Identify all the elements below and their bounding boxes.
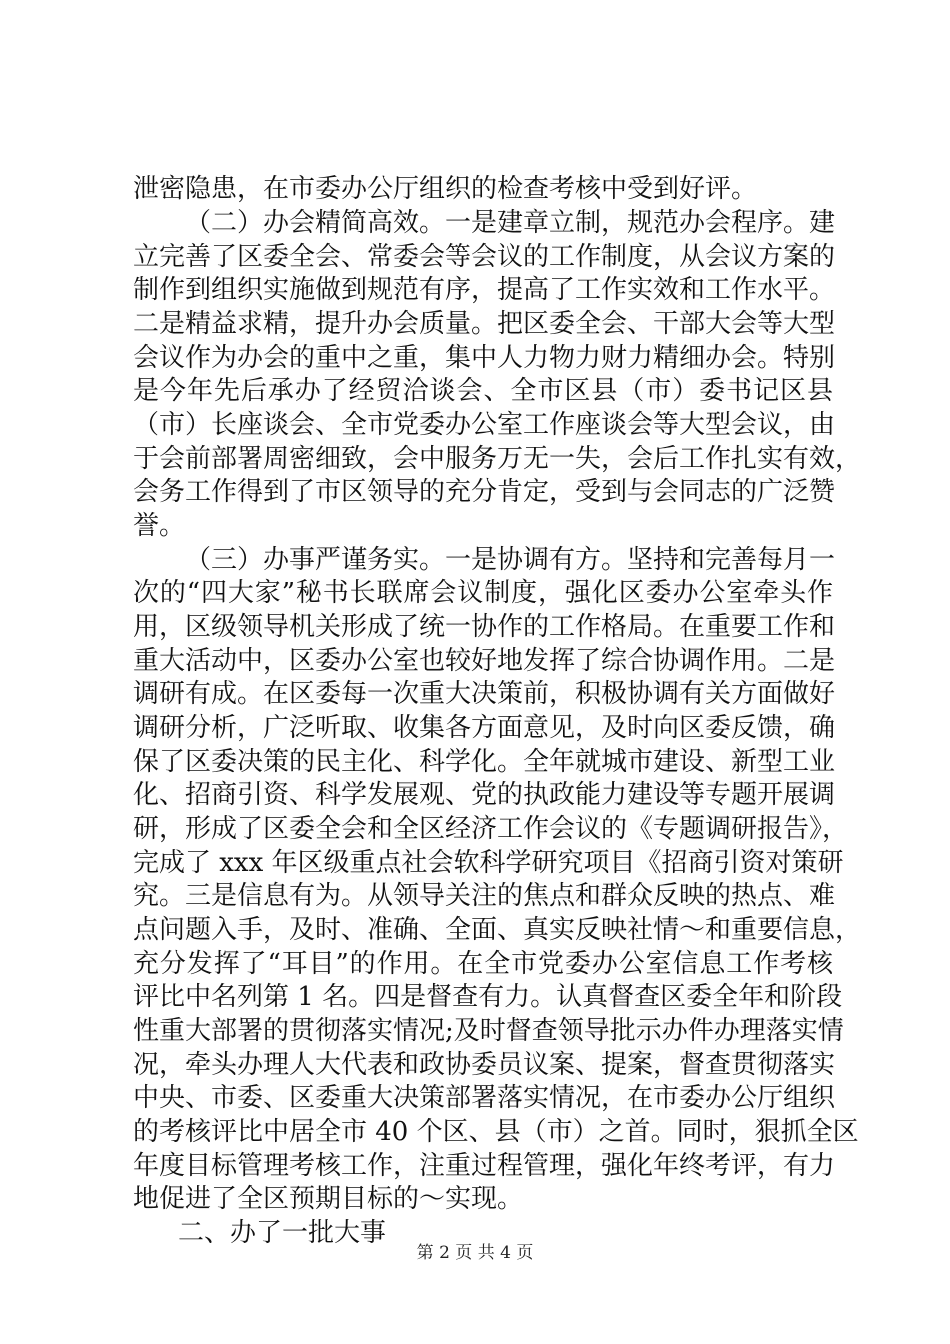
text-line: 年度目标管理考核工作，注重过程管理，强化年终考评，有力: [133, 1151, 836, 1181]
text-line: 用，区级领导机关形成了统一协作的工作格局。在重要工作和: [133, 612, 836, 642]
text-line: 调研有成。在区委每一次重大决策前，积极协调有关方面做好: [133, 679, 836, 709]
text-line: 于会前部署周密细致，会中服务万无一失，会后工作扎实有效，: [133, 444, 862, 474]
text-line: 点问题入手，及时、准确、全面、真实反映社情～和重要信息，: [133, 915, 862, 945]
text-line: 次的“四大家”秘书长联席会议制度，强化区委办公室牵头作: [133, 578, 833, 608]
section-heading-line: （三）办事严谨务实。一是协调有方。坚持和完善每月一: [185, 545, 836, 575]
text-line: 泄密隐患，在市委办公厅组织的检查考核中受到好评。: [133, 174, 758, 204]
text-line: 性重大部署的贯彻落实情况;及时督查领导批示办件办理落实情: [133, 1016, 844, 1046]
text-line: 二是精益求精，提升办会质量。把区委全会、干部大会等大型: [133, 309, 836, 339]
text-line: 研，形成了区委全会和全区经济工作会议的《专题调研报告》，: [133, 814, 849, 844]
text-line: 保了区委决策的民主化、科学化。全年就城市建设、新型工业: [133, 747, 836, 777]
text-line: 制作到组织实施做到规范有序，提高了工作实效和工作水平。: [133, 275, 836, 305]
text-line: 调研分析，广泛听取、收集各方面意见，及时向区委反馈，确: [133, 713, 836, 743]
text-line: 况，牵头办理人大代表和政协委员议案、提案，督查贯彻落实: [133, 1050, 836, 1080]
text-line: 立完善了区委全会、常委会等会议的工作制度，从会议方案的: [133, 242, 836, 272]
page-footer: 第 2 页 共 4 页: [416, 1243, 534, 1263]
text-line: 中央、市委、区委重大决策部署落实情况，在市委办公厅组织: [133, 1083, 836, 1113]
section-heading-line: （二）办会精简高效。一是建章立制，规范办会程序。建: [185, 208, 836, 238]
text-line: 究。三是信息有为。从领导关注的焦点和群众反映的热点、难: [133, 881, 836, 911]
text-line: 会议作为办会的重中之重，集中人力物力财力精细办会。特别: [133, 343, 836, 373]
text-line: 重大活动中，区委办公室也较好地发挥了综合协调作用。二是: [133, 646, 836, 676]
text-line: 完成了 xxx 年区级重点社会软科学研究项目《招商引资对策研: [133, 848, 844, 878]
text-line: 会务工作得到了市区领导的充分肯定，受到与会同志的广泛赞: [133, 477, 836, 507]
text-line: 充分发挥了“耳目”的作用。在全市党委办公室信息工作考核: [133, 949, 833, 979]
text-line: 地促进了全区预期目标的～实现。: [133, 1184, 524, 1214]
text-line: 评比中名列第 1 名。四是督查有力。认真督查区委全年和阶段: [133, 982, 843, 1012]
text-line: （市）长座谈会、全市党委办公室工作座谈会等大型会议，由: [133, 410, 836, 440]
section-heading: 二、办了一批大事: [178, 1218, 387, 1248]
text-line: 的考核评比中居全市 40 个区、县（市）之首。同时，狠抓全区: [133, 1117, 859, 1147]
text-line: 是今年先后承办了经贸洽谈会、全市区县（市）委书记区县: [133, 376, 833, 406]
text-line: 化、招商引资、科学发展观、党的执政能力建设等专题开展调: [133, 780, 836, 810]
text-line: 誉。: [133, 511, 186, 541]
